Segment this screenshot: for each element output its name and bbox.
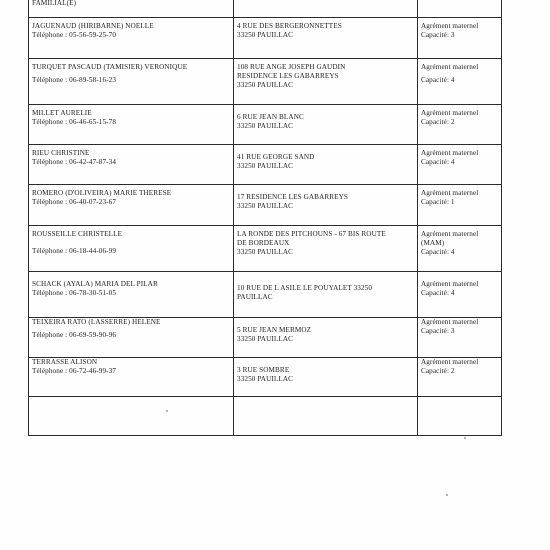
- table-row: [29, 185, 502, 226]
- address-line: 33250 PAUILLAC: [237, 202, 294, 210]
- capacite-label: Capacité: 2: [421, 367, 455, 375]
- assistant-phone: Téléphone : 06-42-47-87-34: [32, 158, 117, 166]
- address-line: 108 RUE ANGE JOSEPH GAUDIN: [237, 63, 346, 71]
- scan-speck: [446, 494, 448, 496]
- address-line: RESIDENCE LES GABARREYS: [237, 72, 339, 80]
- address-line: LA RONDE DES PITCHOUNS - 67 BIS ROUTE: [237, 230, 386, 238]
- agrement-label: Agrément maternel: [421, 358, 479, 366]
- cell-agrement: [418, 59, 502, 105]
- cell-name: [29, 105, 234, 145]
- address-line: DE BORDEAUX: [237, 239, 290, 247]
- capacite-label: Capacité: 4: [421, 248, 455, 256]
- cell-name: [29, 318, 234, 358]
- agrement-label: Agrément maternel: [421, 318, 479, 326]
- agrement-label: Agrément maternel: [421, 109, 479, 117]
- cell-address: [234, 358, 418, 397]
- address-line: 6 RUE JEAN BLANC: [237, 113, 304, 121]
- address-line: 33250 PAUILLAC: [237, 162, 294, 170]
- agrement-extra: (MAM): [421, 239, 445, 247]
- table-row: [29, 59, 502, 105]
- cell-name: [29, 145, 234, 185]
- cell-address: [234, 18, 418, 59]
- assistant-phone: Téléphone : 06-89-58-16-23: [32, 76, 117, 84]
- cell-address: [234, 0, 418, 18]
- assistant-phone: Téléphone : 06-18-44-06-99: [32, 247, 117, 255]
- assistant-phone: Téléphone : 06-72-46-99-37: [32, 367, 117, 375]
- cell-address: [234, 105, 418, 145]
- table-row: [29, 18, 502, 59]
- agrement-label: Agrément maternel: [421, 230, 479, 238]
- cell-address: [234, 185, 418, 226]
- capacite-label: Capacité: 1: [421, 198, 455, 206]
- address-line: 33250 PAUILLAC: [237, 81, 294, 89]
- cell-address: [234, 59, 418, 105]
- cell-address: [234, 226, 418, 272]
- agrement-label: Agrément maternel: [421, 149, 479, 157]
- cell-agrement: [418, 358, 502, 397]
- cell-name: [29, 397, 234, 436]
- cell-name: [29, 272, 234, 318]
- childminders-table: [28, 0, 502, 436]
- address-line: 3 RUE SOMBRE: [237, 366, 290, 374]
- agrement-label: Agrément maternel: [421, 22, 479, 30]
- cell-agrement: [418, 318, 502, 358]
- capacite-label: Capacité: 3: [421, 31, 455, 39]
- capacite-label: Capacité: 4: [421, 158, 455, 166]
- cell-name: [29, 185, 234, 226]
- table-row: [29, 145, 502, 185]
- assistant-phone: Téléphone : 05-56-59-25-70: [32, 31, 117, 39]
- address-line: 33250 PAUILLAC: [237, 335, 294, 343]
- assistant-name: TURQUET PASCAUD (TAMISIER) VERONIQUE: [32, 63, 188, 71]
- table-row: [29, 226, 502, 272]
- cell-agrement: [418, 397, 502, 436]
- cell-agrement: [418, 226, 502, 272]
- cell-agrement: [418, 105, 502, 145]
- table-row: [29, 272, 502, 318]
- header-fragment-text: FAMILIAL(E): [32, 0, 77, 7]
- scan-speck: [166, 410, 168, 412]
- cell-address: [234, 272, 418, 318]
- assistant-phone: Téléphone : 06-69-59-90-96: [32, 331, 117, 339]
- assistant-phone: Téléphone : 06-78-30-51-05: [32, 289, 117, 297]
- assistant-name: TERRASSE ALISON: [32, 358, 98, 366]
- table-row: [29, 318, 502, 358]
- assistant-name: ROUSSEILLE CHRISTELLE: [32, 230, 123, 238]
- capacite-label: Capacité: 4: [421, 76, 455, 84]
- cell-address: [234, 318, 418, 358]
- address-line: 4 RUE DES BERGERONNETTES: [237, 22, 342, 30]
- cell-address: [234, 397, 418, 436]
- assistant-phone: Téléphone : 06-40-07-23-67: [32, 198, 117, 206]
- address-line: 33250 PAUILLAC: [237, 31, 294, 39]
- cell-name: [29, 18, 234, 59]
- assistant-phone: Téléphone : 06-46-65-15-78: [32, 118, 117, 126]
- assistant-name: ROMERO (D'OLIVEIRA) MARIE THERESE: [32, 189, 172, 197]
- address-line: 33250 PAUILLAC: [237, 122, 294, 130]
- agrement-label: Agrément maternel: [421, 189, 479, 197]
- address-line: 33250 PAUILLAC: [237, 248, 294, 256]
- address-line: 41 RUE GEORGE SAND: [237, 153, 315, 161]
- cell-agrement: [418, 18, 502, 59]
- assistant-name: SCHACK (AYALA) MARIA DEL PILAR: [32, 280, 158, 288]
- cell-agrement: [418, 0, 502, 18]
- cell-address: [234, 145, 418, 185]
- agrement-label: Agrément maternel: [421, 280, 479, 288]
- assistant-name: TEIXEIRA RATO (LASSERRE) HELENE: [32, 318, 161, 326]
- cell-agrement: [418, 272, 502, 318]
- cell-name: [29, 358, 234, 397]
- table-row: [29, 358, 502, 397]
- capacite-label: Capacité: 4: [421, 289, 455, 297]
- assistant-name: JAGUENAUD (HIRIBARNE) NOELLE: [32, 22, 154, 30]
- assistant-name: MILLET AURELIE: [32, 109, 92, 117]
- cell-agrement: [418, 185, 502, 226]
- address-line: PAUILLAC: [237, 293, 273, 301]
- address-line: 10 RUE DE L ASILE LE POUYALET 33250: [237, 284, 373, 292]
- cell-name: [29, 0, 234, 18]
- assistant-name: RIEU CHRISTINE: [32, 149, 90, 157]
- address-line: 5 RUE JEAN MERMOZ: [237, 326, 312, 334]
- table-row-header-fragment: [29, 0, 502, 18]
- capacite-label: Capacité: 2: [421, 118, 455, 126]
- address-line: 33250 PAUILLAC: [237, 375, 294, 383]
- capacite-label: Capacité: 3: [421, 327, 455, 335]
- table-row: [29, 105, 502, 145]
- cell-name: [29, 59, 234, 105]
- scan-speck: [464, 437, 466, 439]
- agrement-label: Agrément maternel: [421, 63, 479, 71]
- cell-agrement: [418, 145, 502, 185]
- address-line: 17 RESIDENCE LES GABARREYS: [237, 193, 349, 201]
- cell-name: [29, 226, 234, 272]
- table-row-empty: [29, 397, 502, 436]
